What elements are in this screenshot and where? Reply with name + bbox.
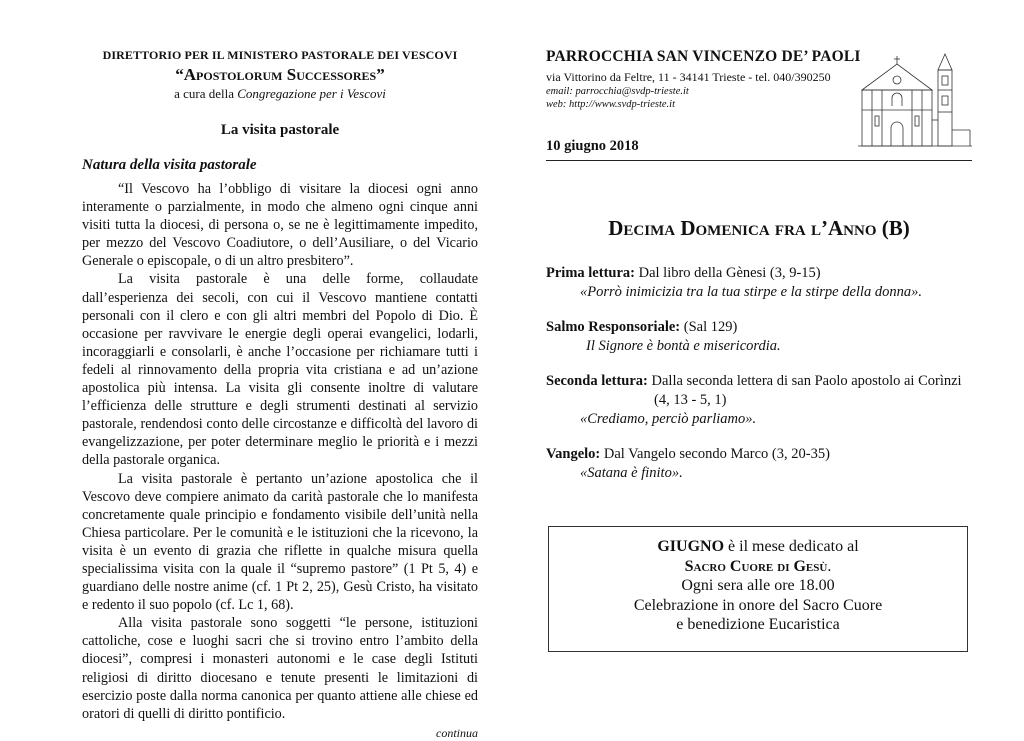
second-reading-source: Dalla seconda lettera di san Paolo apostolo ai Corìnzi (647, 373, 962, 389)
gospel-quote: «Satana è finito». (580, 465, 683, 481)
readings-list (546, 264, 972, 499)
gospel-label: Vangelo: (546, 446, 601, 462)
right-page (546, 48, 972, 634)
directory-title: DIRETTORIO PER IL MINISTERO PASTORALE DEI VESCOVI (102, 48, 458, 62)
paragraph: La visita pastorale è una delle forme, collaudate dall’esperienza dei secoli, con cui il Vescovo mantiene contatti personali con il clero e con gli altri membri del Popolo di Dio. È occasione per ravvivare le energie degli operai evangelici, lodarli, incoraggiarli e consolarli, è anche l’occasione per richiamare tutti i fedeli al rinnovamento della propria vita cristiana e ad un’azione apostolica più intensa. La visita gli consente inoltre di valutare l’efficienza delle strutture e degli strumenti destinati al servizio pastorale, rendendosi conto delle circostanze e difficoltà del lavoro di evangelizzazione, per poter determinare meglio le priorità e i mezzi della pastorale organica. (82, 271, 478, 469)
liturgy-title: Decima Domenica fra l’Anno (B) (608, 216, 910, 240)
first-reading (546, 264, 972, 302)
second-reading (546, 372, 972, 429)
date: 10 giugno 2018 (546, 138, 639, 154)
gospel-source: Dal Vangelo secondo Marco (3, 20-35) (600, 446, 830, 462)
first-reading-quote: «Porrò inimicizia tra la tua stirpe e la stirpe della donna». (580, 284, 922, 300)
gospel (546, 445, 972, 483)
subheading: Natura della visita pastorale (82, 157, 257, 173)
section-title: La visita pastorale (220, 122, 340, 138)
document-publisher (82, 86, 478, 102)
psalm-refrain: Il Signore è bontà e misericordia. (586, 338, 781, 354)
announcement-month: GIUGNO (657, 538, 725, 555)
left-page (82, 48, 478, 741)
announcement-line1: è il mese dedicato al (724, 538, 859, 555)
first-reading-label: Prima lettura: (546, 265, 635, 281)
publisher-name: Congregazione per i Vescovi (237, 86, 386, 101)
publisher-prefix: a cura della (174, 86, 238, 101)
article-body (82, 180, 478, 723)
paragraph: Alla visita pastorale sono soggetti “le persone, istituzioni cattoliche, cose e luoghi sacri che si trovino entro l’ambito della diocesi”, compresi i monasteri autonomi e le case degli Istituti religiosi di diritto diocesano e tenute presenti le limitazioni di esercizio poste dalla norma canonica per quanto attiene alle chiese ed oratori di quelli di diritto pontificio. (82, 615, 478, 722)
announcement-time: Ogni sera alle ore 18.00 (681, 577, 835, 595)
announcement-celebration: Celebrazione in onore del Sacro Cuore (633, 596, 883, 614)
parish-address: via Vittorino da Feltre, 11 - 34141 Trieste - tel. 040/390250 (546, 70, 831, 84)
second-reading-label: Seconda lettura: (546, 373, 648, 389)
announcement-dedication: Sacro Cuore di Gesù (684, 557, 828, 575)
psalm (546, 318, 972, 356)
divider (546, 160, 972, 161)
second-reading-reference: (4, 13 - 5, 1) (654, 392, 727, 408)
announcement-dedication-end: . (827, 557, 832, 575)
parish-email: email: parrocchia@svdp-trieste.it (546, 86, 689, 97)
second-reading-quote: «Crediamo, perciò parliamo». (580, 411, 757, 427)
announcement-box (548, 526, 968, 652)
document-name: “Apostolorum Successores” (175, 65, 385, 84)
church-illustration-icon (858, 50, 972, 150)
parish-web: web: http://www.svdp-trieste.it (546, 99, 676, 110)
continue-label: continua (436, 725, 478, 740)
paragraph: La visita pastorale è pertanto un’azione apostolica che il Vescovo deve compiere animato da carità pastorale che lo manifesta concretamente quale principio e fondamento visibile dell’unità nella Chiesa particolare. Per le comunità e le istituzioni che la ricevono, la visita è un evento di grazia che riflette in qualche misura quella specialissima visita con la quale il “supremo pastore” (1 Pt 5, 4) e guardiano delle nostre anime (cf. 1 Pt 2, 25), Gesù Cristo, ha visitato e redento il suo popolo (cf. Lc 1, 68). (82, 470, 478, 614)
psalm-label: Salmo Responsoriale: (546, 319, 681, 335)
parish-name: PARROCCHIA SAN VINCENZO DE’ PAOLI (546, 48, 861, 65)
paragraph: “Il Vescovo ha l’obbligo di visitare la diocesi ogni anno interamente o parzialmente, in modo che almeno ogni cinque anni visiti tutta la diocesi, di persona o, se ne è legittimamente impedito, per mezzo del Vescovo Coadiutore, o dell’Ausiliare, o del Vicario Generale o episcopale, o di un altro presbitero”. (82, 181, 478, 270)
psalm-source: (Sal 129) (680, 319, 738, 335)
announcement-blessing: e benedizione Eucaristica (676, 616, 840, 634)
first-reading-source: Dal libro della Gènesi (3, 9-15) (634, 265, 821, 281)
